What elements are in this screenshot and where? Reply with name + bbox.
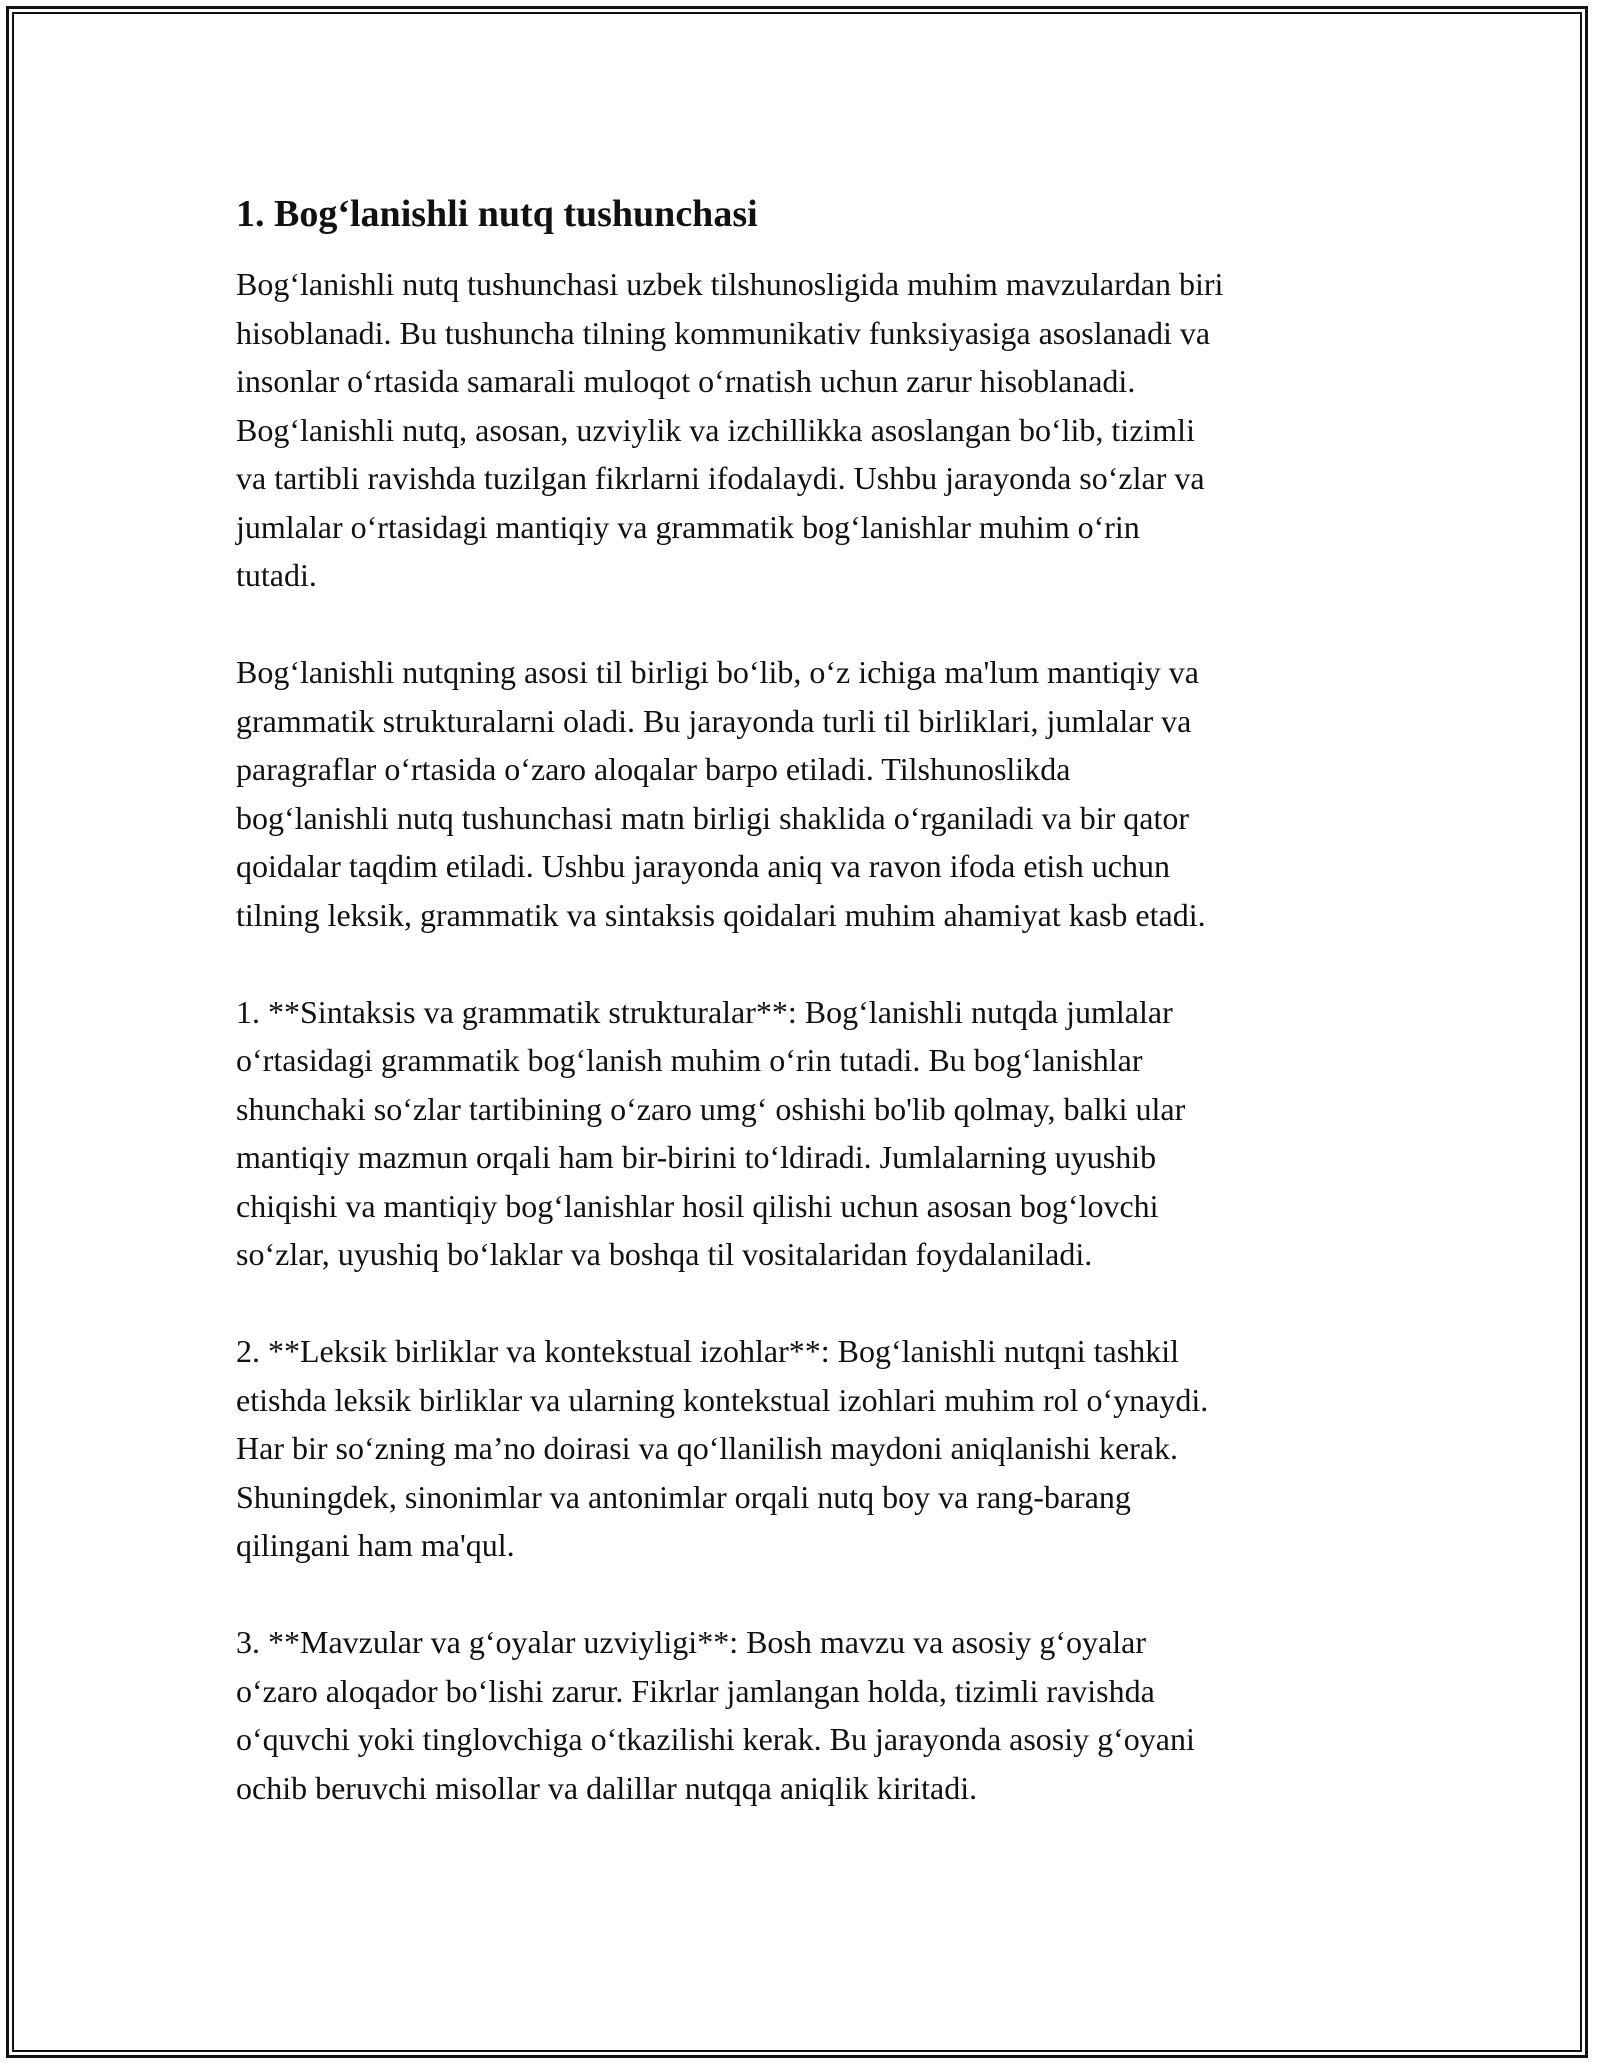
- section-heading: 1. Bog‘lanishli nutq tushunchasi: [236, 193, 758, 235]
- paragraph-basis: Bog‘lanishli nutqning asosi til birligi bo‘lib, o‘z ichiga ma'lum mantiqiy va grammatik strukturalarni oladi. Bu jarayonda turli til birliklari, jumlalar va paragraflar o‘rtasida o‘zaro aloqalar barpo etiladi. Tilshunoslikda bog‘lanishli nutq tushunchasi matn birligi shaklida o‘rganiladi va bir qator qoidalar taqdim etiladi. Ushbu jarayonda aniq va ravon ifoda etish uchun tilning leksik, grammatik va sintaksis qoidalari muhim ahamiyat kasb etadi.: [236, 654, 1206, 933]
- document-body: [236, 190, 1386, 1812]
- paragraph-item-syntax: 1. **Sintaksis va grammatik strukturalar**: Bog‘lanishli nutqda jumlalar o‘rtasidagi grammatik bog‘lanish muhim o‘rin tutadi. Bu bog‘lanishlar shunchaki so‘zlar tartibining o‘zaro umg‘ oshishi bo'lib qolmay, balki ular mantiqiy mazmun orqali ham bir-birini to‘ldiradi. Jumlalarning uyushib chiqishi va mantiqiy bog‘lanishlar hosil qilishi uchun asosan bog‘lovchi so‘zlar, uyushiq bo‘laklar va boshqa til vositalaridan foydalaniladi.: [236, 993, 1186, 1272]
- paragraph-item-themes: 3. **Mavzular va g‘oyalar uzviyligi**: Bosh mavzu va asosiy g‘oyalar o‘zaro aloqador bo‘lishi zarur. Fikrlar jamlangan holda, tizimli ravishda o‘quvchi yoki tinglovchiga o‘tkazilishi kerak. Bu jarayonda asosiy g‘oyani ochib beruvchi misollar va dalillar nutqqa aniqlik kiritadi.: [236, 1624, 1195, 1806]
- paragraph-intro: Bog‘lanishli nutq tushunchasi uzbek tilshunosligida muhim mavzulardan biri hisoblanadi. Bu tushuncha tilning kommunikativ funksiyasiga asoslanadi va insonlar o‘rtasida samarali muloqot o‘rnatish uchun zarur hisoblanadi. Bog‘lanishli nutq, asosan, uzviylik va izchillikka asoslangan bo‘lib, tizimli va tartibli ravishda tuzilgan fikrlarni ifodalaydi. Ushbu jarayonda so‘zlar va jumlalar o‘rtasidagi mantiqiy va grammatik bog‘lanishlar muhim o‘rin tutadi.: [236, 266, 1224, 593]
- paragraph-item-lexical: 2. **Leksik birliklar va kontekstual izohlar**: Bog‘lanishli nutqni tashkil etishda leksik birliklar va ularning kontekstual izohlari muhim rol o‘ynaydi. Har bir so‘zning ma’no doirasi va qo‘llanilish maydoni aniqlanishi kerak. Shuningdek, sinonimlar va antonimlar orqali nutq boy va rang-barang qilingani ham ma'qul.: [236, 1333, 1209, 1563]
